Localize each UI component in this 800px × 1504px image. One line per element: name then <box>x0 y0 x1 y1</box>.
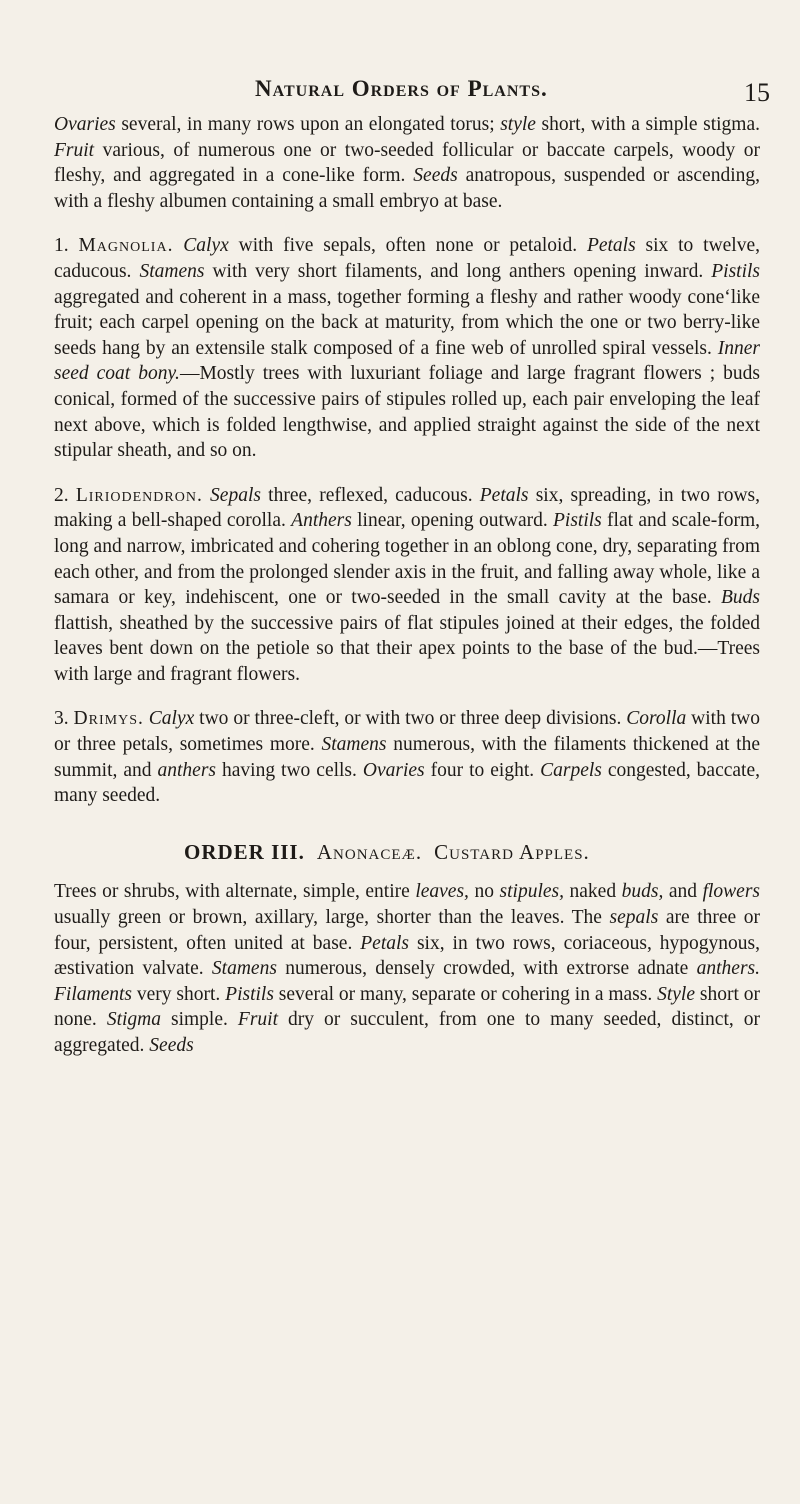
term-sepals: Sepals <box>210 484 261 506</box>
text: six to twelve, caducous. <box>54 235 761 282</box>
term-corolla: Corolla <box>626 708 687 730</box>
term-petals: Petals <box>586 235 636 257</box>
term-carpels: Carpels <box>540 759 602 781</box>
term-fruit: Fruit <box>237 1009 278 1031</box>
text: no <box>468 881 500 903</box>
term-anthers: anthers <box>157 759 217 781</box>
term-pistils: Pistils <box>553 510 602 532</box>
term-filaments: Filaments <box>54 983 132 1005</box>
term-stamens: Stamens <box>139 260 205 282</box>
text: with five sepals, often none or petaloid. <box>228 235 587 257</box>
term-calyx: Calyx <box>183 235 229 257</box>
term-leaves: leaves, <box>415 881 469 903</box>
text: two or three-cleft, or with two or three deep divisions. <box>194 708 627 730</box>
body-text <box>54 112 760 1059</box>
text: four to eight. <box>424 759 541 781</box>
text: flattish, sheathed by the successive pairs of flat stipules joined at their edges, the folded leaves bent down on the petiole so that their apex points to the base of the bud.—Trees with large and fragrant flowers. <box>54 612 760 685</box>
text: and <box>663 881 703 903</box>
order-heading <box>54 840 760 866</box>
text: with very short filaments, and long anthers opening inward. <box>204 260 712 282</box>
paragraph-intro <box>54 112 760 214</box>
text: congested, baccate, many seeded. <box>54 759 760 807</box>
text: linear, opening outward. <box>351 510 554 532</box>
text: are three or four, persistent, often united at base. <box>54 907 760 954</box>
text: having two cells. <box>216 759 363 781</box>
text: short, with a simple stigma. <box>535 114 760 135</box>
term-buds: Buds <box>721 587 760 609</box>
term-ovaries: Ovaries <box>362 759 425 781</box>
text: with two or three petals, sometimes more. <box>54 708 761 756</box>
paragraph-magnolia <box>54 233 760 463</box>
order-common-name: Custard Apples. <box>434 839 590 864</box>
term-calyx: Calyx <box>148 708 195 730</box>
order-number: ORDER III. <box>184 839 305 864</box>
term-style: Style <box>657 983 696 1005</box>
term-petals: Petals <box>479 484 529 506</box>
term-seeds: Seeds <box>149 1035 194 1056</box>
text: three, reflexed, caducous. <box>260 484 480 506</box>
text: naked <box>563 881 622 903</box>
text: aggregated and coherent in a mass, together forming a fleshy and rather woody cone‘like fruit; each carpel opening on the back at maturity, from which the one or two berry-like seeds hang by an extensile stalk composed of a fine web of unrolled spiral vessels. <box>54 286 760 359</box>
term-pistils: Pistils <box>711 260 760 282</box>
genus-name-magnolia: Magnolia. <box>78 235 174 257</box>
entry-number: 2. <box>54 484 76 506</box>
text: flat and scale-form, long and narrow, imbricated and cohering together in an oblong cone, dry, separating from each other, and from the prolonged slender axis in the fruit, and falling away whole, like a samara or key, indehiscent, one or two-seeded in the small cavity at the base. <box>54 510 760 609</box>
term-inner-seed-coat: Inner seed coat bony. <box>54 337 760 385</box>
text: —Mostly trees with luxuriant foliage and large fragrant flowers ; buds conical, formed of the successive pairs of stipules rolled up, each pair enveloping the leaf next above, which is folded lengthwise, and applied straight against the side of the next stipular sheath, and so on. <box>54 363 760 462</box>
text: simple. <box>160 1009 238 1031</box>
term-pistils: Pistils <box>225 983 274 1005</box>
text: short or none. <box>54 983 761 1031</box>
term-style: style <box>500 114 536 135</box>
term-sepals: sepals <box>609 907 659 929</box>
text: very short. <box>132 983 226 1005</box>
entry-number: 1. <box>54 235 79 257</box>
term-anthers: Anthers <box>291 510 352 532</box>
genus-name-drimys: Drimys. <box>73 708 144 730</box>
text: various, of numerous one or two-seeded follicular or baccate carpels, woody or fleshy, and aggregated in a cone-like form. <box>54 139 760 187</box>
term-ovaries: Ovaries <box>54 114 116 135</box>
term-petals: Petals <box>360 932 410 954</box>
text: anatropous, suspended or ascending, with a fleshy albumen containing a small embryo at base. <box>54 165 760 212</box>
term-stamens: Stamens <box>321 734 387 756</box>
genus-name-liriodendron: Liriodendron. <box>75 484 203 506</box>
paragraph-anonaceae <box>54 879 760 1058</box>
page-number: 15 <box>744 78 770 107</box>
text: Trees or shrubs, with alternate, simple, entire <box>54 881 416 903</box>
text: several or many, separate or cohering in a mass. <box>273 983 658 1005</box>
entry-number: 3. <box>54 708 74 730</box>
paragraph-liriodendron <box>54 483 760 688</box>
text: dry or succulent, from one to many seeded, distinct, or aggregated. <box>54 1009 761 1056</box>
paragraph-drimys <box>54 706 760 808</box>
text: six, in two rows, coriaceous, hypogynous, æstivation valvate. <box>54 932 760 980</box>
term-seeds: Seeds <box>413 165 458 187</box>
term-buds: buds, <box>621 881 664 903</box>
term-fruit: Fruit <box>54 139 95 161</box>
term-stamens: Stamens <box>211 958 277 980</box>
term-anthers: anthers. <box>696 958 760 980</box>
term-stigma: Stigma <box>106 1009 161 1031</box>
term-flowers: flowers <box>702 881 761 903</box>
text: usually green or brown, axillary, large, shorter than the leaves. The <box>54 907 610 929</box>
text: several, in many rows upon an elongated torus; <box>115 114 501 135</box>
text: six, spreading, in two rows, making a bell-shaped corolla. <box>54 484 761 532</box>
order-latin-name: Anonaceæ. <box>316 839 423 864</box>
text: numerous, densely crowded, with extrorse adnate <box>276 958 697 980</box>
text: numerous, with the filaments thickened at the summit, and <box>54 734 760 781</box>
running-title: Natural Orders of Plants. <box>255 76 548 101</box>
term-stipules: stipules, <box>499 881 564 903</box>
page-header <box>0 76 800 112</box>
